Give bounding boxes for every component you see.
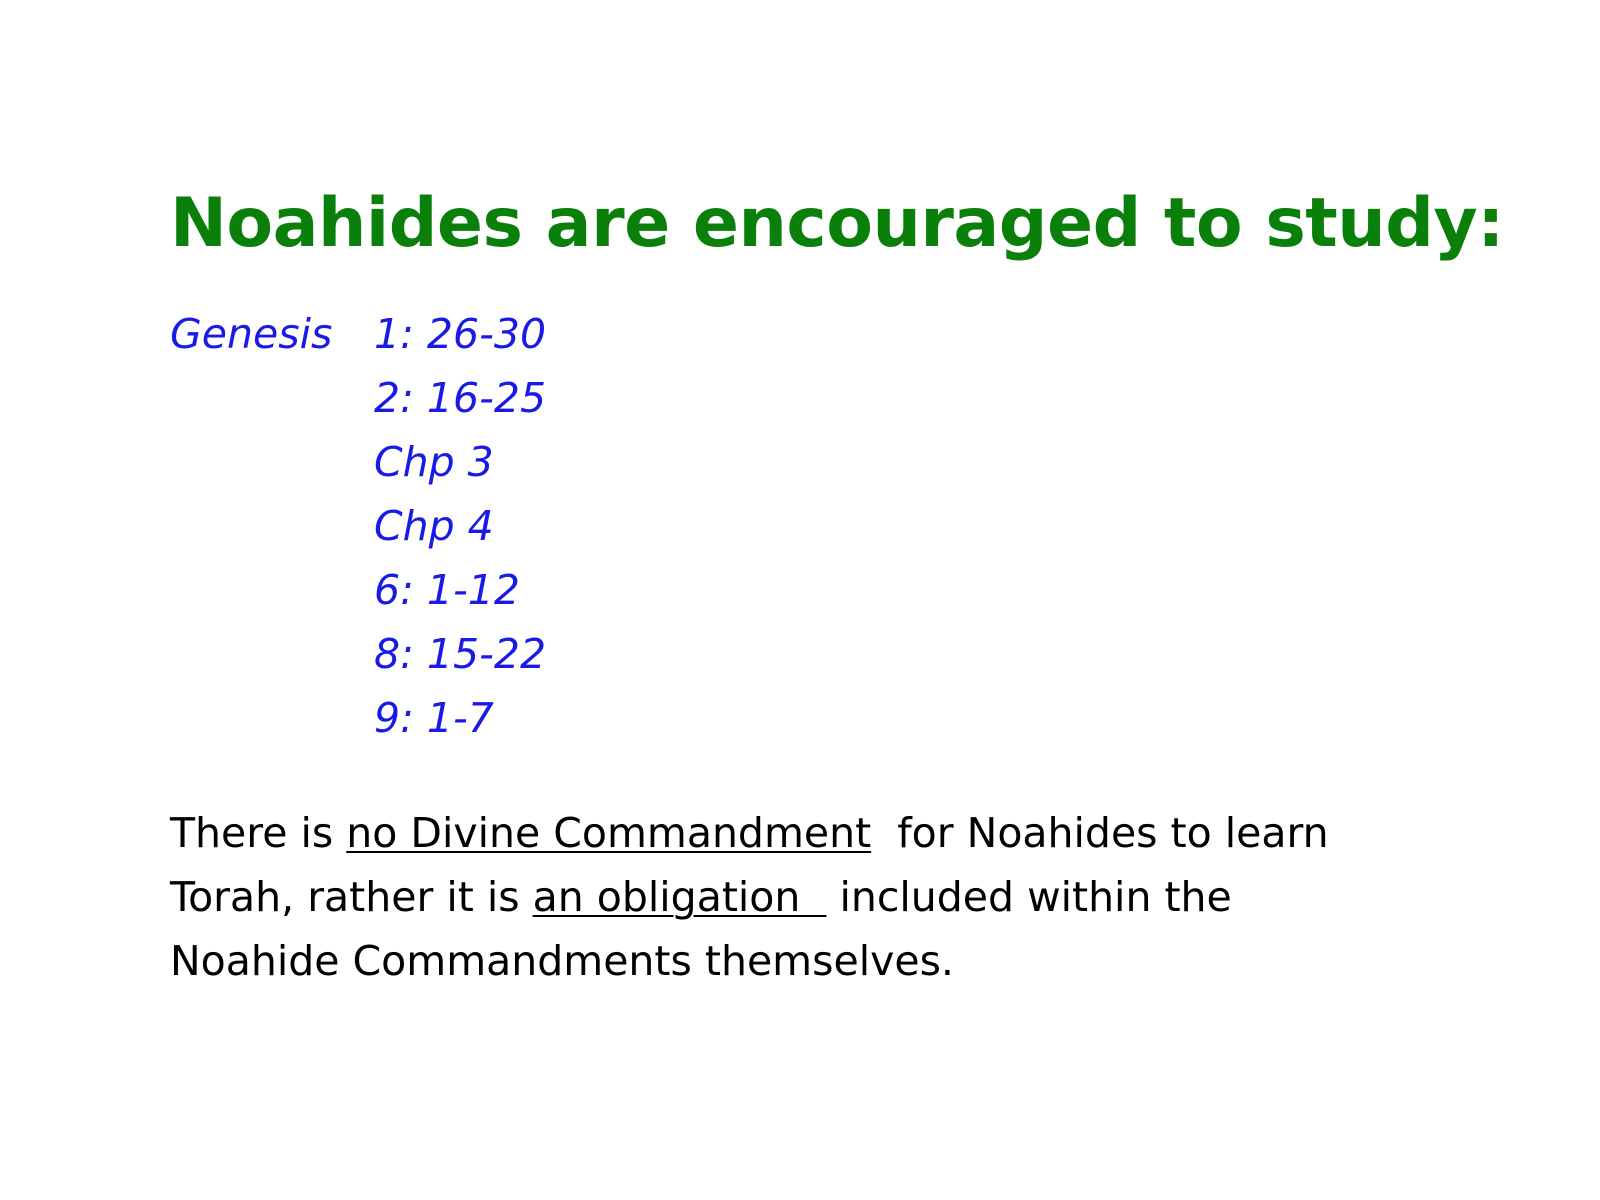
paragraph-line [170, 865, 1470, 929]
paragraph-text: There is [170, 809, 347, 857]
paragraph-text: Noahide Commandments themselves. [170, 937, 954, 985]
paragraph-text: Torah, rather it is [170, 873, 533, 921]
paragraph-line [170, 801, 1470, 865]
reference-range: Chp 4 [374, 502, 494, 550]
reference-range: 8: 15-22 [374, 630, 547, 678]
reference-book: Genesis [170, 310, 333, 358]
reference-range: 6: 1-12 [374, 566, 520, 614]
reference-range: 1: 26-30 [374, 310, 547, 358]
underlined-phrase-no-divine-commandment: no Divine Commandment [346, 809, 872, 857]
body-paragraph [170, 801, 1470, 993]
paragraph-line [170, 929, 1470, 993]
reference-range: 9: 1-7 [374, 694, 494, 742]
paragraph-text: for Noahides to learn [871, 809, 1329, 857]
reference-range: 2: 16-25 [374, 374, 547, 422]
reference-range: Chp 3 [374, 438, 494, 486]
slide-title: Noahides are encouraged to study: [170, 184, 1504, 263]
underlined-phrase-an-obligation: an obligation [532, 873, 827, 921]
paragraph-text: included within the [826, 873, 1232, 921]
